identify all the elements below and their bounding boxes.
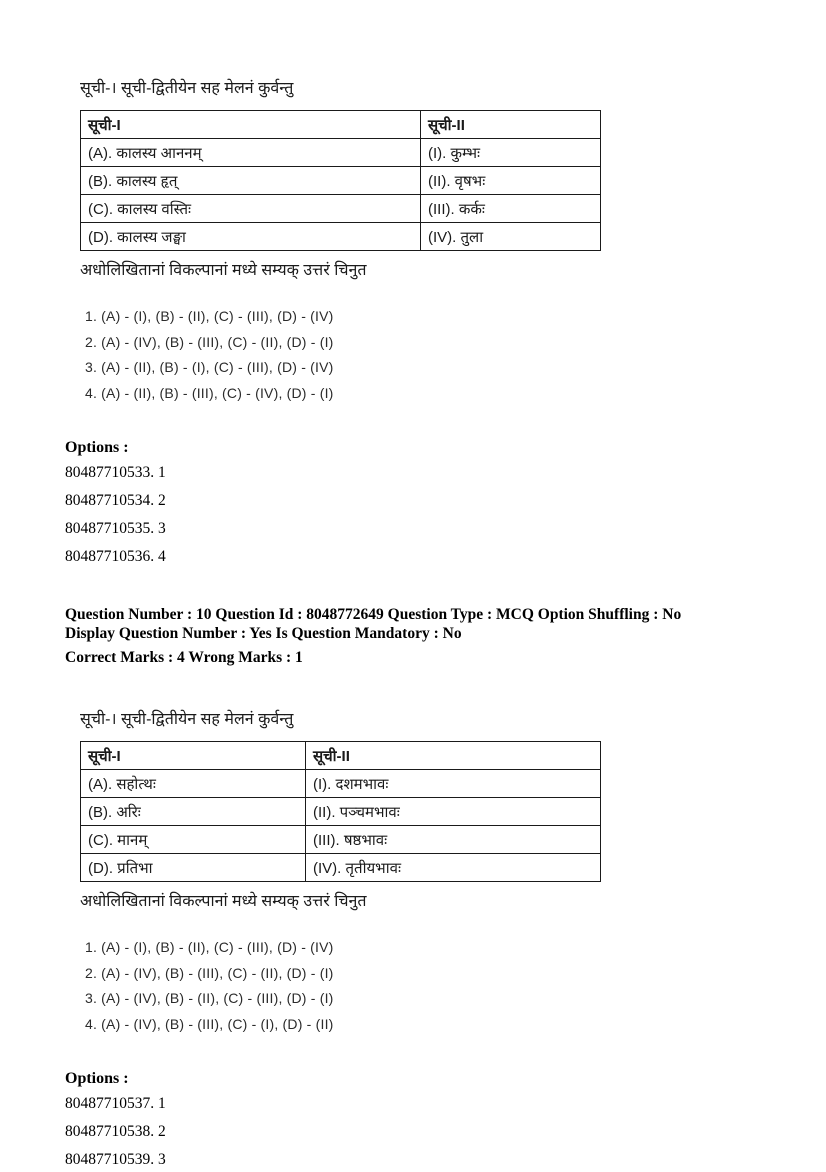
table-row [81,826,601,854]
question-block-2 [65,707,766,1172]
question-meta-line [65,605,765,643]
table-row [81,139,601,167]
table-row [81,167,601,195]
table-header-row [81,111,601,139]
meta-line-1: Question Number : 10 Question Id : 8048772649 Question Type : MCQ Option Shuffling : No [65,606,682,623]
marks-line: Correct Marks : 4 Wrong Marks : 1 [65,649,303,666]
option-id: 80487710538. 2 [65,1123,166,1140]
match-prompt: सूची-। सूची-द्वितीयेन सह मेलनं कुर्वन्तु [80,80,294,97]
choice-4: 4. (A) - (II), (B) - (III), (C) - (IV), (D) - (I) [85,384,334,401]
list2-item-iii: (III). षष्ठभावः [306,826,601,854]
match-table-2 [80,741,601,882]
list1-header: सूची-I [81,111,421,139]
list1-item-b: (B). कालस्य हृत् [81,167,421,195]
option-id: 80487710533. 1 [65,464,166,481]
table-row [81,770,601,798]
option-id: 80487710539. 3 [65,1151,166,1168]
table-row [81,798,601,826]
choice-1: 1. (A) - (I), (B) - (II), (C) - (III), (D) - (IV) [85,939,334,955]
question-block-1 [65,76,766,569]
match-table-1 [80,110,601,251]
list1-item-c: (C). मानम् [81,826,306,854]
list1-header: सूची-I [81,742,306,770]
list2-item-ii: (II). वृषभः [421,167,601,195]
answer-choices [85,935,766,1037]
options-label: Options : [65,439,129,456]
table-row [81,195,601,223]
options-label: Options : [65,1070,129,1087]
choice-3: 3. (A) - (IV), (B) - (II), (C) - (III), (D) - (I) [85,990,334,1006]
option-id: 80487710534. 2 [65,492,166,509]
option-id: 80487710535. 3 [65,520,166,537]
choice-2: 2. (A) - (IV), (B) - (III), (C) - (II), (D) - (I) [85,964,334,981]
choice-1: 1. (A) - (I), (B) - (II), (C) - (III), (D) - (IV) [85,308,334,324]
option-id-list [65,1091,766,1172]
choice-4: 4. (A) - (IV), (B) - (III), (C) - (I), (D) - (II) [85,1015,334,1032]
list2-header: सूची-II [306,742,601,770]
match-prompt: सूची-। सूची-द्वितीयेन सह मेलनं कुर्वन्तु [80,711,294,728]
list1-item-c: (C). कालस्य वस्तिः [81,195,421,223]
meta-line-2: Display Question Number : Yes Is Question Mandatory : No [65,625,462,642]
list1-item-d: (D). प्रतिभा [81,854,306,882]
option-id: 80487710537. 1 [65,1095,166,1112]
list2-item-iv: (IV). तुला [421,223,601,251]
list2-header: सूची-II [421,111,601,139]
choose-answer-instruction: अधोलिखितानां विकल्पानां मध्ये सम्यक् उत्तरं चिनुत [80,893,367,910]
list2-item-i: (I). दशमभावः [306,770,601,798]
list2-item-i: (I). कुम्भः [421,139,601,167]
option-id-list [65,460,766,569]
table-row [81,223,601,251]
choice-3: 3. (A) - (II), (B) - (I), (C) - (III), (D) - (IV) [85,359,334,375]
answer-choices [85,304,766,406]
list1-item-a: (A). सहोत्थः [81,770,306,798]
list1-item-a: (A). कालस्य आननम् [81,139,421,167]
choose-answer-instruction: अधोलिखितानां विकल्पानां मध्ये सम्यक् उत्तरं चिनुत [80,262,367,279]
question-metadata [65,605,765,667]
list2-item-ii: (II). पञ्चमभावः [306,798,601,826]
list2-item-iv: (IV). तृतीयभावः [306,854,601,882]
choice-2: 2. (A) - (IV), (B) - (III), (C) - (II), (D) - (I) [85,333,334,350]
table-row [81,854,601,882]
list1-item-b: (B). अरिः [81,798,306,826]
list1-item-d: (D). कालस्य जङ्घा [81,223,421,251]
table-header-row [81,742,601,770]
list2-item-iii: (III). कर्कः [421,195,601,223]
option-id: 80487710536. 4 [65,548,166,565]
